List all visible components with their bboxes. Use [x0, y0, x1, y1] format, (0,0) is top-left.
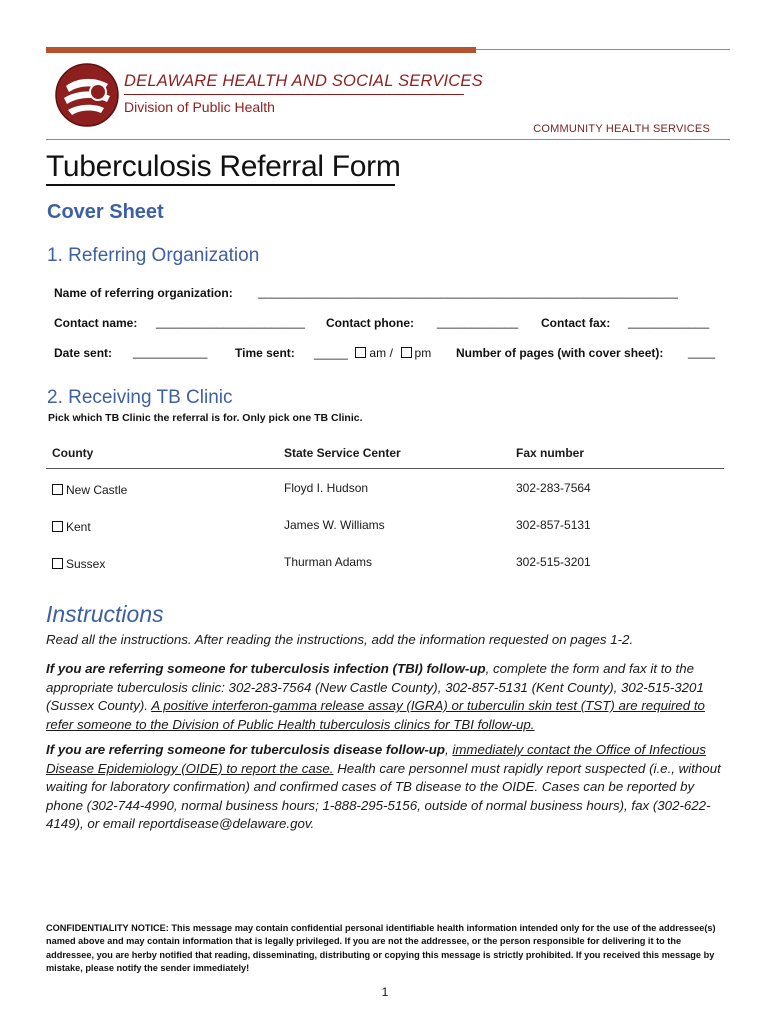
sussex-checkbox[interactable] [52, 558, 63, 569]
center-cell: Thurman Adams [284, 554, 373, 569]
clinic-table [46, 440, 724, 580]
org-name-label: Name of referring organization: [54, 286, 233, 300]
brand-divider [124, 94, 464, 95]
contact-phone-label: Contact phone: [326, 316, 414, 330]
title-underline [46, 184, 395, 186]
dhss-logo-icon [54, 62, 120, 128]
table-header-row [46, 440, 724, 469]
disease-contact-oide: immediately contact the Office of Infectious Disease Epidemiology (OIDE) to report the case. [46, 742, 706, 776]
new-castle-checkbox[interactable] [52, 484, 63, 495]
fax-cell: 302-283-7564 [516, 480, 591, 495]
division-name: Division of Public Health [124, 99, 275, 115]
column-header-center: State Service Center [278, 440, 510, 469]
county-cell [46, 469, 278, 507]
fax-cell: 302-857-5131 [516, 517, 591, 532]
pm-label: pm [414, 346, 432, 360]
column-header-county: County [46, 440, 278, 469]
clinic-instruction: Pick which TB Clinic the referral is for. Only pick one TB Clinic. [48, 412, 363, 424]
am-label: am / [369, 346, 394, 360]
tbi-text: , complete the form and fax it to the appropriate tuberculosis clinic: 302-283-7564 (New Castle County), 302-857-5131 (Kent County), 302-515-3201 (Sussex County). [46, 661, 704, 713]
page-count-label: Number of pages (with cover sheet): [456, 346, 664, 360]
header-divider [46, 139, 730, 140]
column-header-fax: Fax number [510, 440, 724, 469]
pm-checkbox[interactable] [401, 347, 412, 358]
center-cell: James W. Williams [284, 517, 385, 532]
county-label: New Castle [66, 482, 128, 497]
header-accent-line [476, 49, 730, 50]
page-count-field[interactable]: ____ [688, 345, 716, 359]
county-label: Sussex [66, 556, 106, 571]
cover-sheet-heading: Cover Sheet [47, 201, 164, 223]
contact-name-field[interactable]: ______________________ [156, 315, 306, 329]
time-sent-field[interactable]: _____ [314, 346, 348, 360]
page-number: 1 [381, 985, 389, 999]
section-receiving-clinic-heading: 2. Receiving TB Clinic [47, 387, 233, 408]
header-accent-bar [46, 47, 476, 53]
instructions-heading: Instructions [46, 601, 164, 627]
disease-separator: , [445, 742, 453, 757]
department-label: COMMUNITY HEALTH SERVICES [533, 123, 710, 135]
disease-text: Health care personnel must rapidly report suspected (i.e., without waiting for laboratory confirmation) and confirmed cases of TB disease to the OIDE. Cases can be reported by phone (302-744-4990, normal business hours; 1-888-295-5156, outside of normal business hours), fax (302-622-4149), or email reportdisease@delaware.gov. [46, 760, 721, 831]
organization-name: DELAWARE HEALTH AND SOCIAL SERVICES [124, 72, 483, 90]
org-name-field[interactable]: ______________________________________________________________ [258, 285, 678, 299]
contact-phone-field[interactable]: ____________ [437, 315, 519, 329]
page-title: Tuberculosis Referral Form [46, 150, 401, 183]
county-cell [46, 506, 278, 543]
time-sent-group [314, 346, 431, 360]
county-cell [46, 543, 278, 580]
center-cell: Floyd I. Hudson [284, 480, 369, 495]
date-sent-field[interactable]: ___________ [133, 345, 208, 359]
date-sent-label: Date sent: [54, 346, 113, 360]
confidentiality-notice: CONFIDENTIALITY NOTICE: This message may contain confidential personal identifiable health information intended only for the use of the addressee(s) named above and may contain information that is legally privileged. If you are not the addressee, or the person responsible for delivering it to the addressee, you are herby notified that reading, disseminating, distributing or copying this message is strictly prohibited. If you received this message by mistake, please notify the sender immediately! [46, 923, 716, 974]
tbi-instructions [46, 660, 726, 734]
county-label: Kent [66, 519, 91, 534]
time-sent-label: Time sent: [235, 346, 295, 360]
tbi-requirement: A positive interferon-gamma release assay (IGRA) or tuberculin skin test (TST) are required to refer someone to the Division of Public Health tuberculosis clinics for TBI follow-up. [46, 698, 705, 732]
table-row [46, 543, 724, 580]
brand-block [124, 72, 483, 115]
tbi-lead: If you are referring someone for tuberculosis infection (TBI) follow-up [46, 661, 486, 676]
am-checkbox[interactable] [355, 347, 366, 358]
table-row [46, 506, 724, 543]
disease-instructions [46, 741, 726, 834]
instructions-intro: Read all the instructions. After reading the instructions, add the information requested on pages 1-2. [46, 632, 634, 647]
contact-fax-label: Contact fax: [541, 316, 611, 330]
fax-cell: 302-515-3201 [516, 554, 591, 569]
contact-fax-field[interactable]: ____________ [628, 315, 710, 329]
section-referring-organization-heading: 1. Referring Organization [47, 245, 260, 266]
disease-lead: If you are referring someone for tuberculosis disease follow-up [46, 742, 445, 757]
kent-checkbox[interactable] [52, 521, 63, 532]
contact-name-label: Contact name: [54, 316, 138, 330]
table-row [46, 469, 724, 507]
